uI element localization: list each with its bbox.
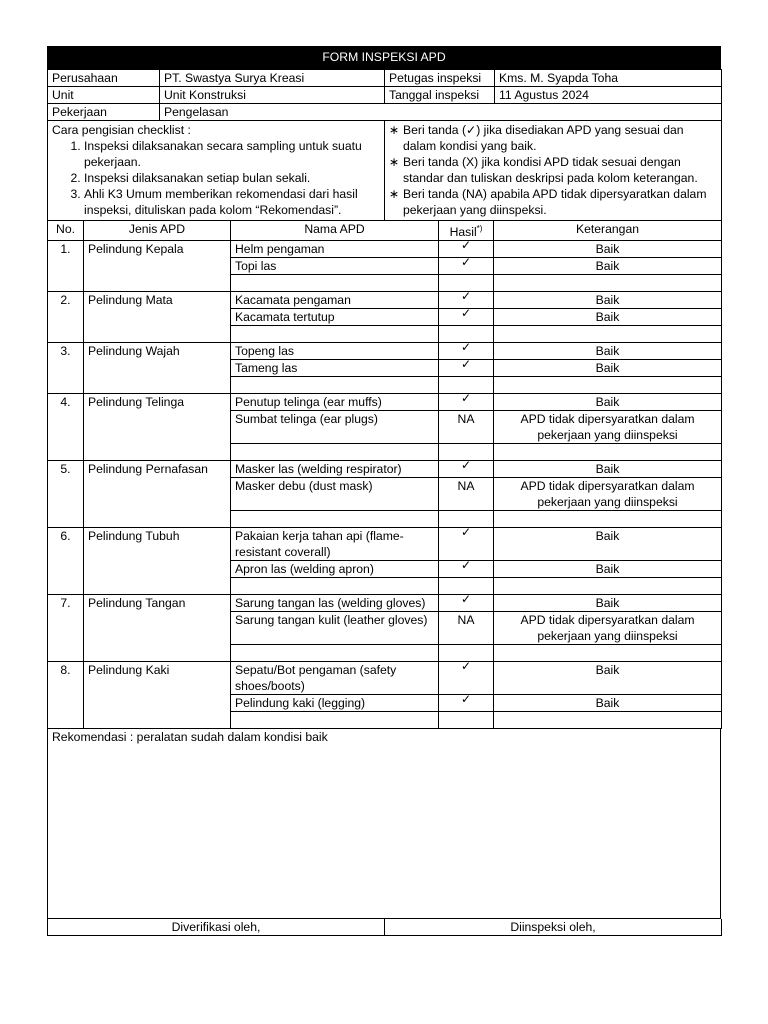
instruction-step: 1. Inspeksi dilaksanakan secara sampling untuk suatu pekerjaan. [84,138,380,170]
keterangan: Baik [494,662,722,695]
nama-apd: Tameng las [231,360,439,377]
check-mark-icon: ✓ [460,692,472,707]
hasil-cell [439,357,494,377]
asterisk-bullet-icon: ∗ [389,123,400,137]
table-row [48,343,722,360]
hasil-cell [439,692,494,712]
jenis-apd: Pelindung Tubuh [84,528,231,595]
empty-cell [231,377,439,394]
nama-apd: Sumbat telinga (ear plugs) [231,411,439,444]
instruction-step: 3. Ahli K3 Umum memberikan rekomendasi dari hasil inspeksi, dituliskan pada kolom “Rekomendasi”. [84,186,380,218]
hasil-cell [439,659,494,695]
jenis-apd: Pelindung Pernafasan [84,461,231,528]
instruction-note: ∗ Beri tanda (X) jika kondisi APD tidak sesuai dengan standar dan tuliskan deskripsi pada kolom keterangan. [389,155,698,185]
jenis-apd: Pelindung Wajah [84,343,231,394]
instructions-notes-cell [385,121,722,221]
table-row [48,662,722,695]
nama-apd: Masker las (welding respirator) [231,461,439,478]
instruction-step: 2. Inspeksi dilaksanakan setiap bulan sekali. [84,170,380,186]
hasil-cell [439,592,494,612]
verified-by-label: Diverifikasi oleh, [48,919,385,936]
empty-cell [494,444,722,461]
col-header-nama: Nama APD [231,221,439,241]
instructions-steps-cell [48,121,385,221]
empty-cell [494,326,722,343]
unit-value: Unit Konstruksi [160,87,385,104]
jenis-apd: Pelindung Telinga [84,394,231,461]
jenis-apd: Pelindung Kaki [84,662,231,729]
instructions-steps [52,138,380,218]
nama-apd: Sepatu/Bot pengaman (safety shoes/boots) [231,662,439,695]
check-mark-icon: ✓ [460,391,472,406]
hasil-value: NA [457,479,475,494]
keterangan: Baik [494,343,722,360]
header-table [47,69,722,121]
asterisk-bullet-icon: ∗ [389,187,400,201]
signature-table [47,919,722,936]
nama-apd: Sarung tangan kulit (leather gloves) [231,612,439,645]
check-mark-icon: ✓ [460,558,472,573]
empty-cell [231,645,439,662]
tanggal-label: Tanggal inspeksi [385,87,495,104]
keterangan: Baik [494,309,722,326]
table-row [48,461,722,478]
keterangan: Baik [494,360,722,377]
check-mark-icon: ✓ [460,458,472,473]
instructions-table [47,121,722,221]
empty-cell [231,578,439,595]
table-row [48,292,722,309]
hasil-cell [439,411,494,444]
col-header-keterangan: Keterangan [494,221,722,241]
perusahaan-value: PT. Swastya Surya Kreasi [160,70,385,87]
keterangan: Baik [494,561,722,578]
row-number: 1. [48,241,84,292]
instruction-note: ∗ Beri tanda (NA) apabila APD tidak dipersyaratkan dalam pekerjaan yang diinspeksi. [389,187,707,217]
keterangan: Baik [494,461,722,478]
empty-cell [494,578,722,595]
unit-label: Unit [48,87,160,104]
instructions-notes [389,122,719,218]
empty-cell [439,712,494,729]
inspected-by-label: Diinspeksi oleh, [385,919,722,936]
keterangan: APD tidak dipersyaratkan dalam pekerjaan yang diinspeksi [494,612,722,645]
check-mark-icon: ✓ [460,289,472,304]
check-mark-icon: ✓ [460,340,472,355]
perusahaan-label: Perusahaan [48,70,160,87]
empty-cell [231,712,439,729]
hasil-cell [439,558,494,578]
jenis-apd: Pelindung Tangan [84,595,231,662]
pekerjaan-value: Pengelasan [160,104,722,121]
hasil-cell [439,478,494,511]
nama-apd: Helm pengaman [231,241,439,258]
keterangan: Baik [494,394,722,411]
asterisk-bullet-icon: ∗ [389,155,400,169]
row-number: 5. [48,461,84,528]
instruction-note: ∗ Beri tanda (✓) jika disediakan APD yang sesuai dan dalam kondisi yang baik. [389,123,684,153]
instructions-heading: Cara pengisian checklist : [52,123,191,137]
table-row [48,241,722,258]
empty-cell [494,511,722,528]
check-mark-icon: ✓ [460,592,472,607]
row-number: 7. [48,595,84,662]
petugas-label: Petugas inspeksi [385,70,495,87]
nama-apd: Apron las (welding apron) [231,561,439,578]
col-header-jenis: Jenis APD [84,221,231,241]
petugas-value: Kms. M. Syapda Toha [495,70,722,87]
empty-cell [231,511,439,528]
rekomendasi-text: Rekomendasi : peralatan sudah dalam kondisi baik [52,730,328,745]
keterangan: Baik [494,528,722,561]
hasil-value: NA [457,613,475,628]
nama-apd: Kacamata pengaman [231,292,439,309]
keterangan: Baik [494,241,722,258]
empty-cell [231,326,439,343]
table-row [48,528,722,561]
empty-cell [494,275,722,292]
keterangan: Baik [494,292,722,309]
row-number: 3. [48,343,84,394]
nama-apd: Topeng las [231,343,439,360]
empty-cell [494,712,722,729]
check-mark-icon: ✓ [460,255,472,270]
empty-cell [231,444,439,461]
hasil-cell [439,458,494,478]
nama-apd: Masker debu (dust mask) [231,478,439,511]
hasil-cell [439,306,494,326]
nama-apd: Pelindung kaki (legging) [231,695,439,712]
nama-apd: Pakaian kerja tahan api (flame-resistant coverall) [231,528,439,561]
hasil-cell [439,525,494,561]
nama-apd: Topi las [231,258,439,275]
hasil-cell [439,391,494,411]
nama-apd: Kacamata tertutup [231,309,439,326]
hasil-cell [439,612,494,645]
apd-checklist-table [47,221,722,729]
keterangan: Baik [494,695,722,712]
tanggal-value: 11 Agustus 2024 [495,87,722,104]
jenis-apd: Pelindung Mata [84,292,231,343]
nama-apd: Penutup telinga (ear muffs) [231,394,439,411]
keterangan: APD tidak dipersyaratkan dalam pekerjaan yang diinspeksi [494,411,722,444]
check-mark-icon: ✓ [460,525,472,540]
empty-cell [494,377,722,394]
check-mark-icon: ✓ [460,306,472,321]
empty-cell [494,645,722,662]
apd-inspection-form [47,46,721,936]
check-mark-icon: ✓ [460,659,472,674]
col-header-no: No. [48,221,84,241]
keterangan: Baik [494,595,722,612]
form-title: FORM INSPEKSI APD [47,46,721,69]
row-number: 4. [48,394,84,461]
check-mark-icon: ✓ [460,357,472,372]
pekerjaan-label: Pekerjaan [48,104,160,121]
nama-apd: Sarung tangan las (welding gloves) [231,595,439,612]
empty-cell [231,275,439,292]
table-row [48,394,722,411]
check-mark-icon: ✓ [460,238,472,253]
row-number: 2. [48,292,84,343]
col-header-hasil: Hasil*) [439,221,494,241]
table-row [48,595,722,612]
jenis-apd: Pelindung Kepala [84,241,231,292]
row-number: 6. [48,528,84,595]
row-number: 8. [48,662,84,729]
rekomendasi-box [47,729,721,919]
keterangan: Baik [494,258,722,275]
keterangan: APD tidak dipersyaratkan dalam pekerjaan yang diinspeksi [494,478,722,511]
hasil-cell [439,255,494,275]
hasil-value: NA [457,412,475,427]
